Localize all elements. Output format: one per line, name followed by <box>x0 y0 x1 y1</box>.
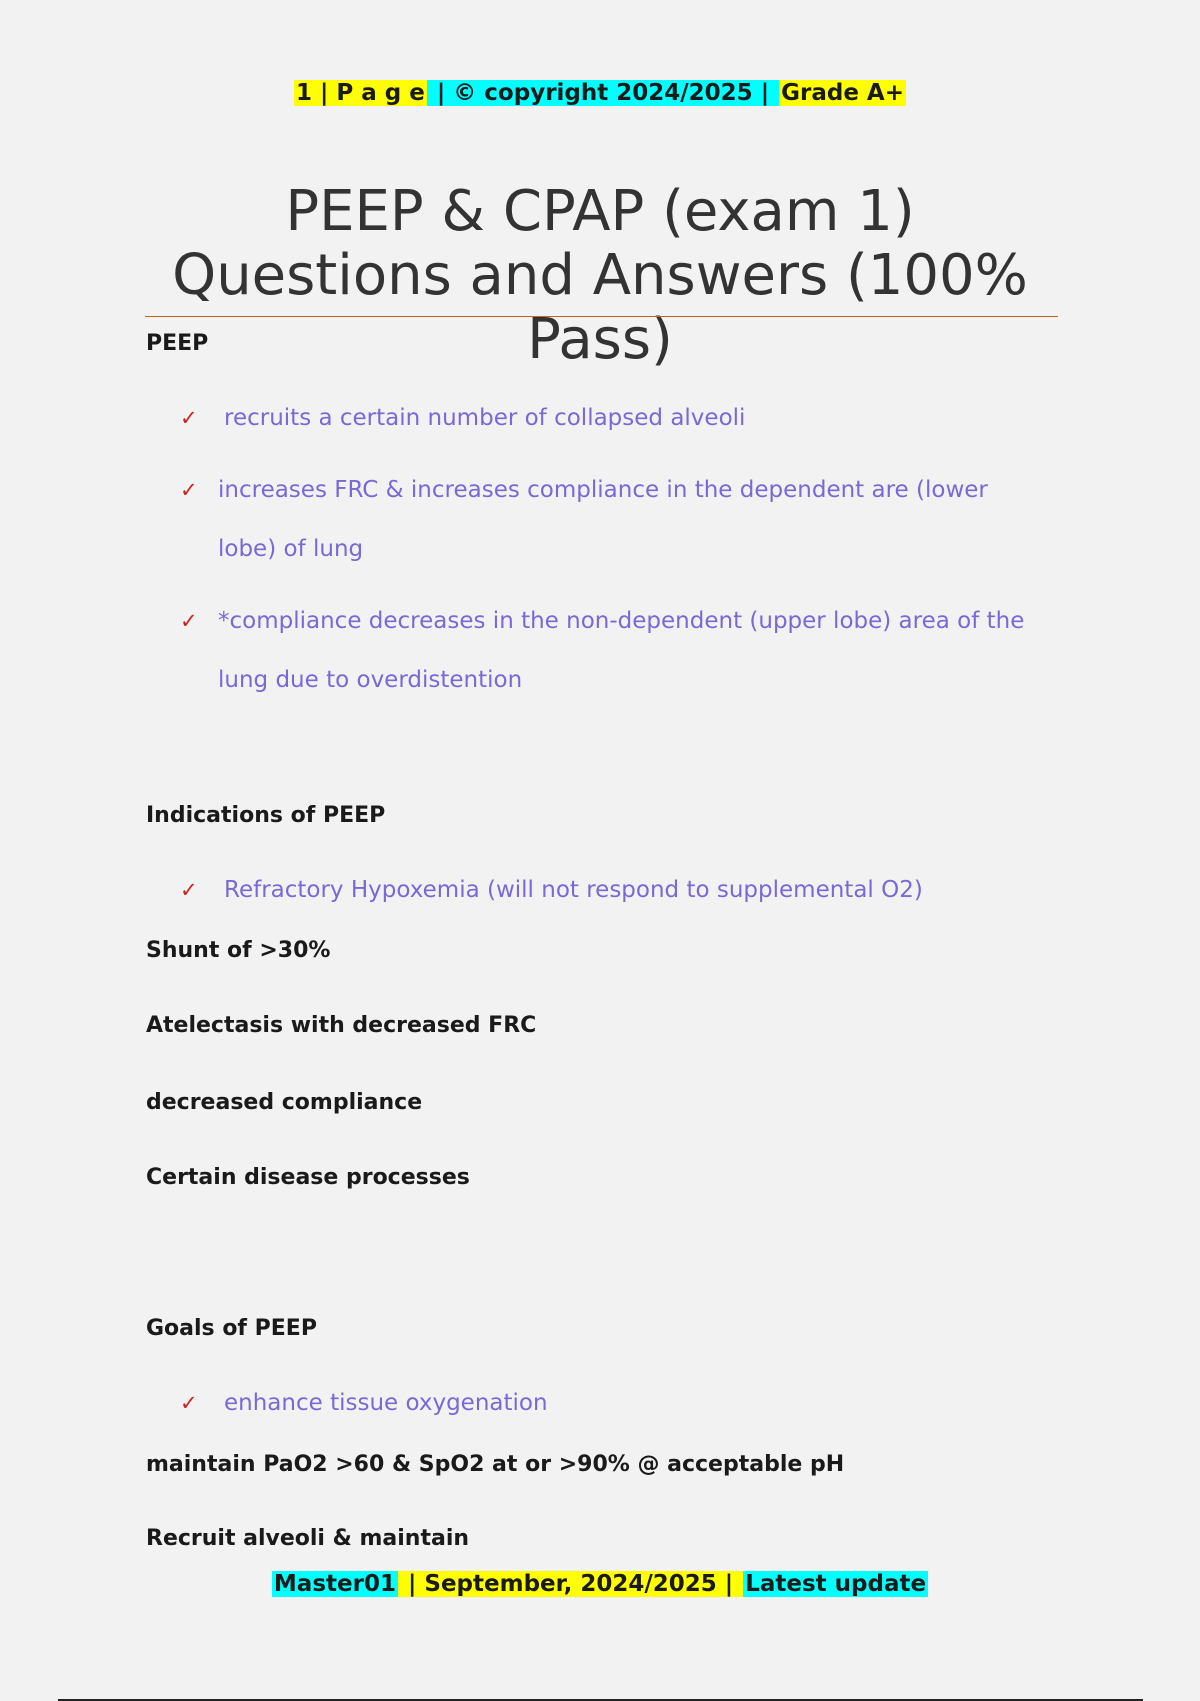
list-item-text: enhance tissue oxygenation <box>224 1390 548 1416</box>
list-item <box>180 592 1040 710</box>
indication-line: Atelectasis with decreased FRC <box>146 1013 537 1038</box>
update-label: Latest update <box>745 1571 927 1597</box>
page-number: 1 | P a g e <box>295 80 425 106</box>
section-heading-goals: Goals of PEEP <box>146 1316 317 1341</box>
indication-line: Certain disease processes <box>146 1165 470 1190</box>
date-label: | September, 2024/2025 | <box>399 1571 742 1597</box>
list-item <box>180 861 1040 920</box>
title-underline <box>145 316 1058 317</box>
goal-line: Recruit alveoli & maintain <box>146 1526 470 1551</box>
checkmark-icon: ✓ <box>180 609 198 633</box>
list-item-text: *compliance decreases in the non-dependent (upper lobe) area of the lung due to overdistention <box>218 608 1025 693</box>
section-heading-indications: Indications of PEEP <box>146 803 386 828</box>
list-item <box>180 1374 1040 1433</box>
indication-line: Shunt of >30% <box>146 938 331 963</box>
page-header <box>0 77 1200 109</box>
section-heading-peep: PEEP <box>146 331 209 356</box>
checkmark-icon: ✓ <box>180 406 198 430</box>
checkmark-icon: ✓ <box>180 478 198 502</box>
checkmark-icon: ✓ <box>180 1391 198 1415</box>
list-item <box>180 389 1040 448</box>
copyright-text: | © copyright 2024/2025 | <box>428 80 778 106</box>
author-label: Master01 <box>273 1571 396 1597</box>
indication-line: decreased compliance <box>146 1090 423 1115</box>
grade-badge: Grade A+ <box>781 80 904 106</box>
document-title: PEEP & CPAP (exam 1) Questions and Answers (100% Pass) <box>172 179 1028 372</box>
list-item-text: Refractory Hypoxemia (will not respond to supplemental O2) <box>224 877 923 903</box>
list-item-text: increases FRC & increases compliance in the dependent are (lower lobe) of lung <box>218 477 988 562</box>
page-footer <box>0 1568 1200 1600</box>
list-item-text: recruits a certain number of collapsed alveoli <box>224 405 746 431</box>
goal-line: maintain PaO2 >60 & SpO2 at or >90% @ acceptable pH <box>146 1452 845 1477</box>
checkmark-icon: ✓ <box>180 878 198 902</box>
list-item <box>180 461 1040 579</box>
